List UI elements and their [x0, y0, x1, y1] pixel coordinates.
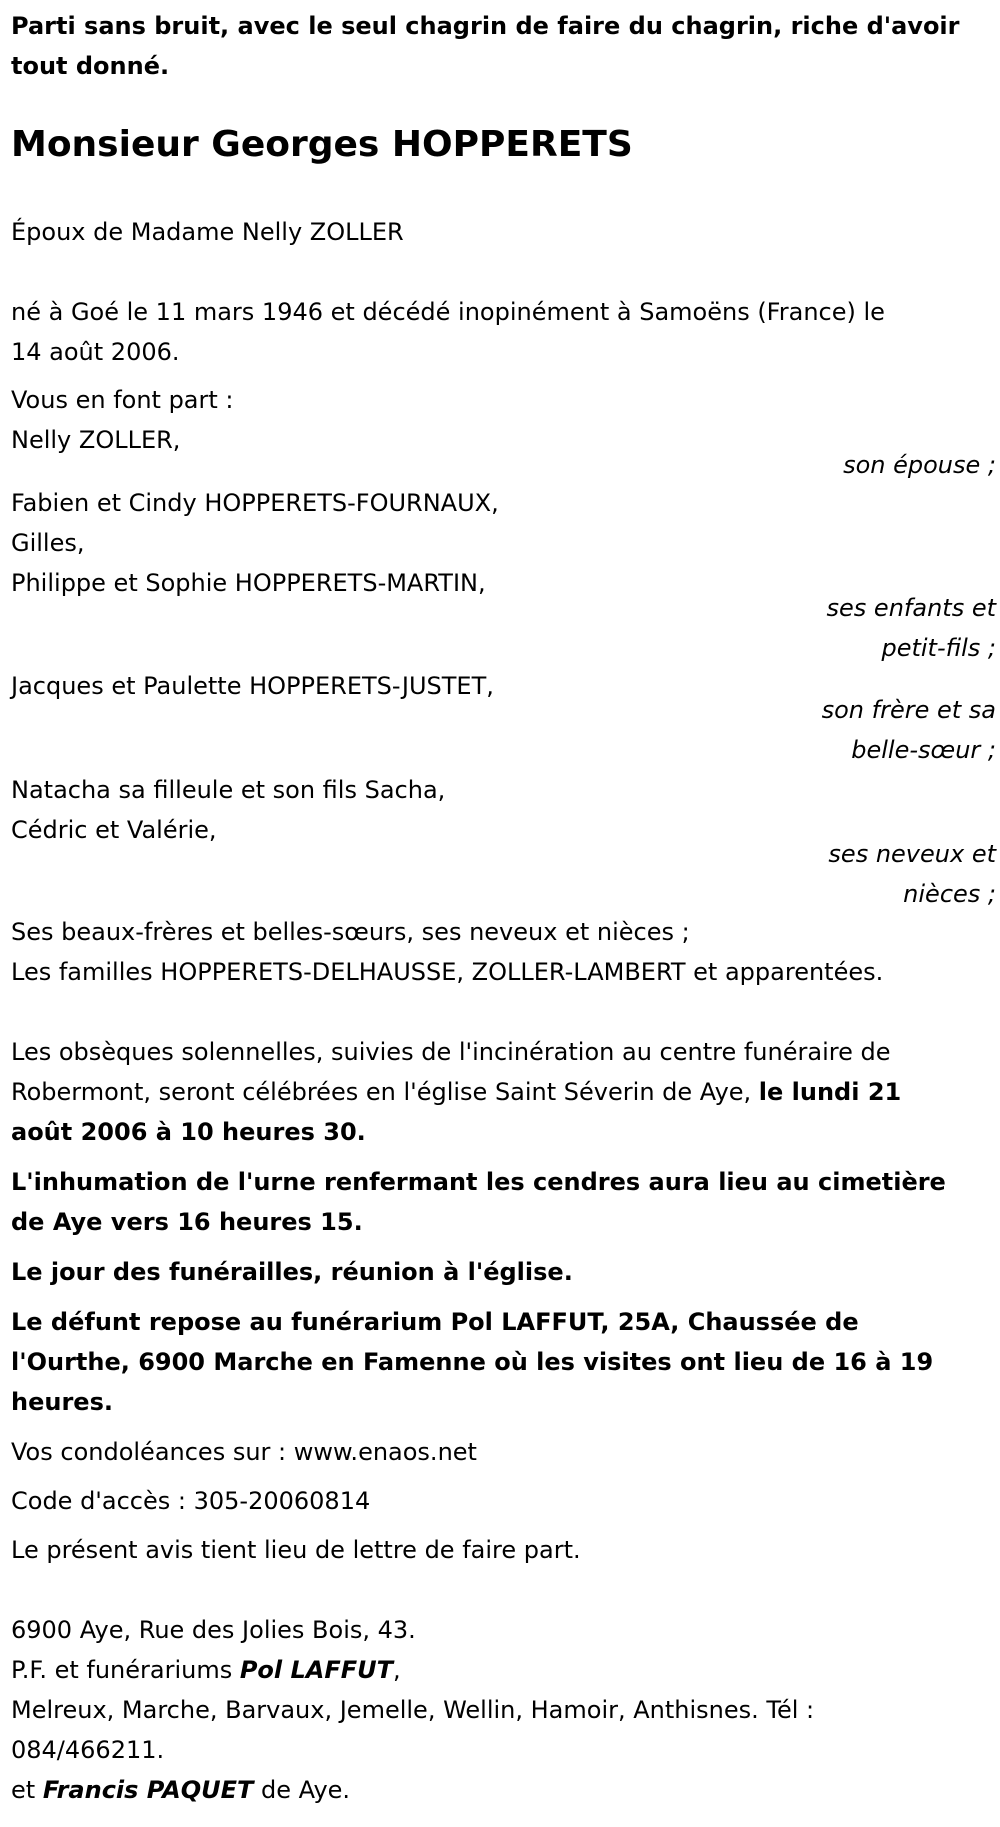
- family-child-2: Gilles,: [11, 529, 85, 557]
- family-children-role-2: petit-fils ;: [881, 634, 996, 662]
- birth-death-line-1: né à Goé le 11 mars 1946 et décédé inopinément à Samoëns (France) le: [11, 298, 885, 326]
- repose-line-3: heures.: [11, 1388, 113, 1416]
- family-others-1: Ses beaux-frères et belles-sœurs, ses neveux et nièces ;: [11, 918, 690, 946]
- family-nephew-1: Natacha sa filleule et son fils Sacha,: [11, 776, 446, 804]
- family-nephews-role-2: nièces ;: [903, 880, 996, 908]
- family-others-2: Les familles HOPPERETS-DELHAUSSE, ZOLLER-LAMBERT et apparentées.: [11, 958, 884, 986]
- family-sibling-role-2: belle-sœur ;: [851, 736, 996, 764]
- announce-intro: Vous en font part :: [11, 386, 234, 414]
- repose-line-1: Le défunt repose au funérarium Pol LAFFUT, 25A, Chaussée de: [11, 1308, 859, 1336]
- burial-line-1: L'inhumation de l'urne renfermant les cendres aura lieu au cimetière: [11, 1168, 946, 1196]
- family-nephews-role-1: ses neveux et: [828, 840, 996, 868]
- second-undertaker-prefix: et: [11, 1776, 43, 1804]
- address-line: 6900 Aye, Rue des Jolies Bois, 43.: [11, 1616, 416, 1644]
- repose-line-2: l'Ourthe, 6900 Marche en Famenne où les visites ont lieu de 16 à 19: [11, 1348, 934, 1376]
- undertaker-line: [11, 1650, 401, 1690]
- family-nephew-2: Cédric et Valérie,: [11, 816, 217, 844]
- undertaker-name: Pol LAFFUT: [239, 1656, 394, 1684]
- meeting-line: Le jour des funérailles, réunion à l'église.: [11, 1258, 573, 1286]
- family-child-3: Philippe et Sophie HOPPERETS-MARTIN,: [11, 569, 486, 597]
- epigraph-line-2: tout donné.: [11, 52, 170, 80]
- family-spouse-name: Nelly ZOLLER,: [11, 426, 181, 454]
- notice-line: Le présent avis tient lieu de lettre de faire part.: [11, 1536, 581, 1564]
- family-sibling-role-1: son frère et sa: [821, 696, 996, 724]
- undertaker-locations: Melreux, Marche, Barvaux, Jemelle, Wellin, Hamoir, Anthisnes. Tél :: [11, 1696, 815, 1724]
- spouse-line: Époux de Madame Nelly ZOLLER: [11, 218, 404, 246]
- funeral-line-2: [11, 1072, 901, 1112]
- family-sibling-name: Jacques et Paulette HOPPERETS-JUSTET,: [11, 672, 494, 700]
- funeral-line-2-plain: Robermont, seront célébrées en l'église Saint Séverin de Aye,: [11, 1078, 759, 1106]
- family-children-role-1: ses enfants et: [826, 594, 996, 622]
- family-spouse-role: son épouse ;: [843, 451, 996, 479]
- undertaker-suffix: ,: [393, 1656, 401, 1684]
- second-undertaker-line: [11, 1770, 350, 1810]
- undertaker-prefix: P.F. et funérariums: [11, 1656, 240, 1684]
- access-code-line: Code d'accès : 305-20060814: [11, 1487, 371, 1515]
- funeral-line-3: août 2006 à 10 heures 30.: [11, 1118, 366, 1146]
- epigraph-line-1: Parti sans bruit, avec le seul chagrin de faire du chagrin, riche d'avoir: [11, 12, 960, 40]
- family-child-1: Fabien et Cindy HOPPERETS-FOURNAUX,: [11, 489, 499, 517]
- birth-death-line-2: 14 août 2006.: [11, 338, 180, 366]
- deceased-name: Monsieur Georges HOPPERETS: [11, 124, 633, 165]
- second-undertaker-suffix: de Aye.: [253, 1776, 351, 1804]
- burial-line-2: de Aye vers 16 heures 15.: [11, 1208, 363, 1236]
- condolences-line: Vos condoléances sur : www.enaos.net: [11, 1438, 477, 1466]
- undertaker-phone: 084/466211.: [11, 1736, 165, 1764]
- funeral-line-1: Les obsèques solennelles, suivies de l'incinération au centre funéraire de: [11, 1038, 891, 1066]
- funeral-date-bold: le lundi 21: [758, 1078, 902, 1106]
- second-undertaker-name: Francis PAQUET: [42, 1776, 254, 1804]
